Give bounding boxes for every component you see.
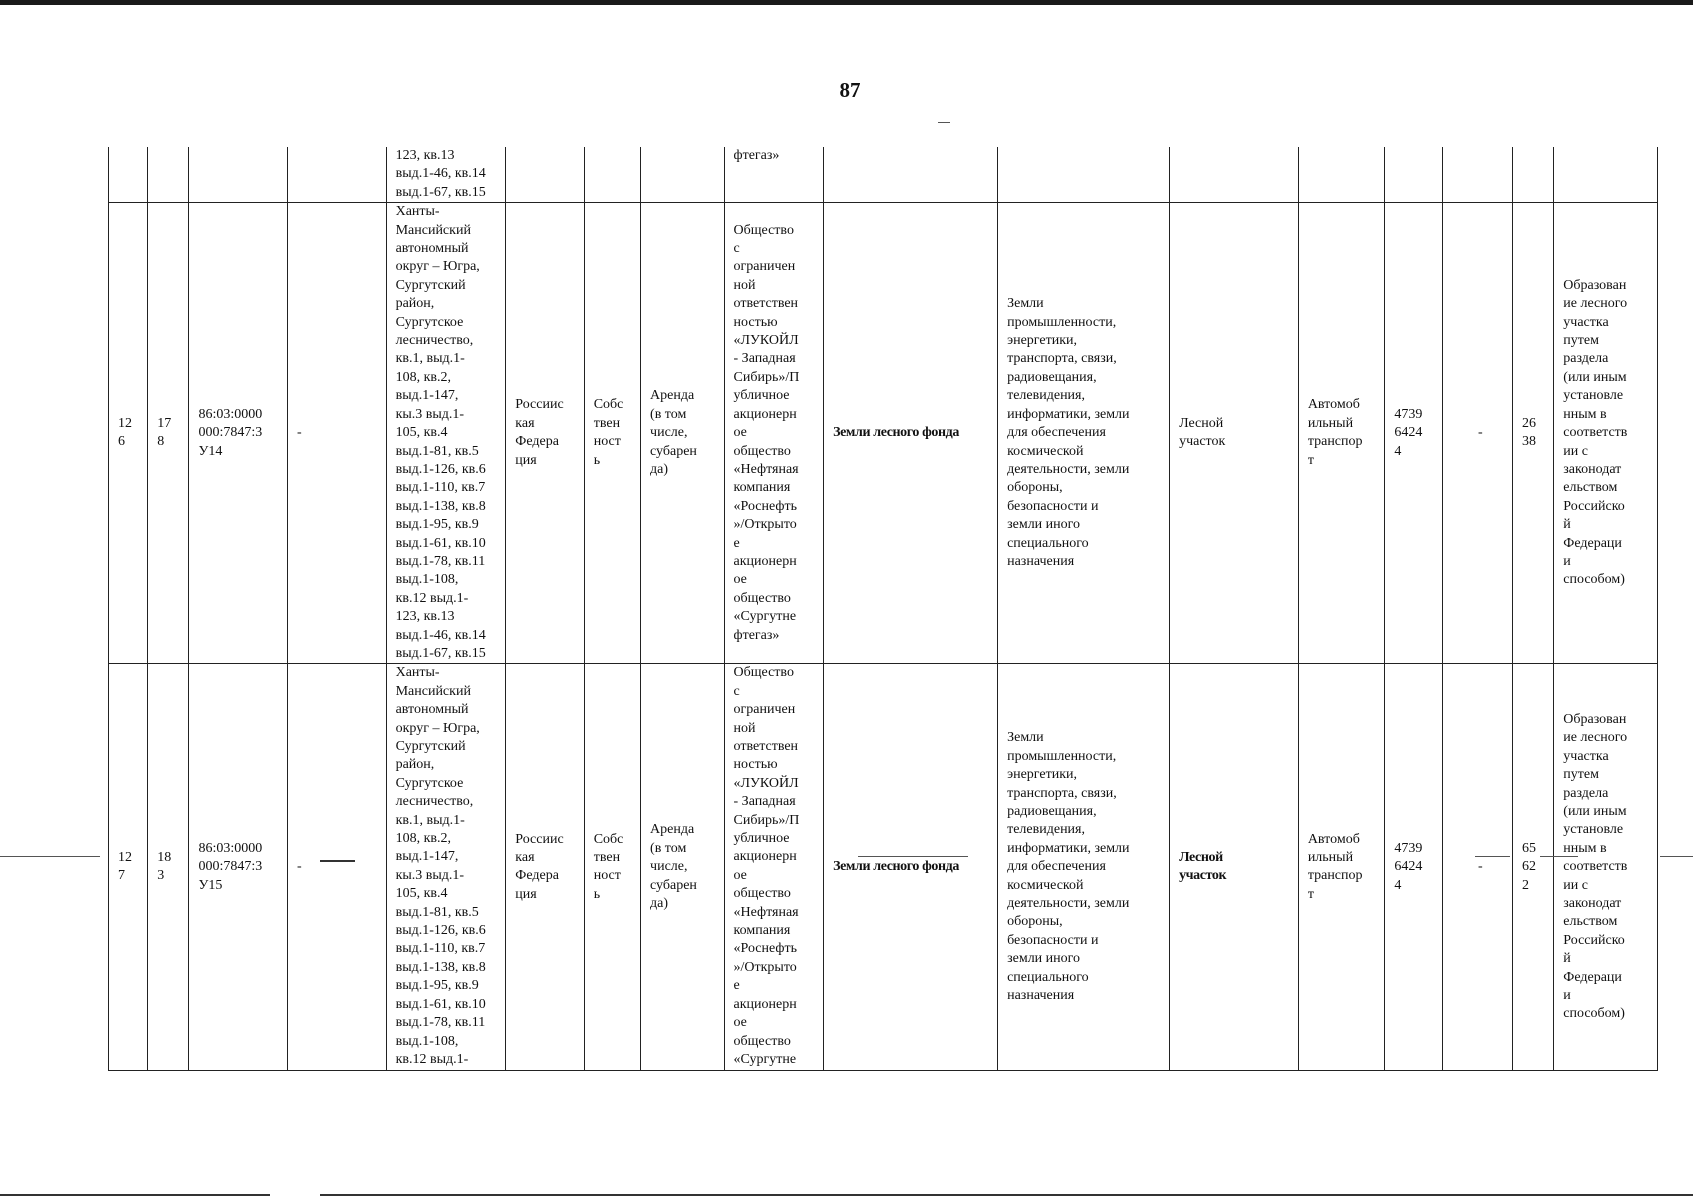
scan-mark bbox=[858, 856, 968, 857]
permitted-use-cell: Земли промышленности, энергетики, транспорта, связи, радиовещания, телевидения, информатики, земли для обеспечения космической деятельности, земли обороны, безопасности и земли иного специального назначения bbox=[998, 664, 1170, 1071]
table-cell bbox=[1385, 147, 1442, 203]
row-number-cell: 12 7 bbox=[109, 664, 148, 1071]
code-cell: 4739 6424 4 bbox=[1385, 664, 1442, 1071]
table-row-continuation bbox=[109, 147, 1658, 203]
table-cell bbox=[109, 147, 148, 203]
record-number-cell: 18 3 bbox=[148, 664, 189, 1071]
table-cell bbox=[506, 147, 584, 203]
area-cell: 26 38 bbox=[1513, 203, 1554, 664]
land-type-cell: Лесной участок bbox=[1170, 664, 1299, 1071]
table-cell bbox=[998, 147, 1170, 203]
table-cell bbox=[148, 147, 189, 203]
right-type-cell: Собс твен ност ь bbox=[584, 664, 640, 1071]
basis-cell: Образован ие лесного участка путем раздела (или иным установле нным в соответств ии с законодат ельством Российско й Федераци и способом) bbox=[1554, 203, 1658, 664]
basis-cell: Образован ие лесного участка путем раздела (или иным установле нным в соответств ии с законодат ельством Российско й Федераци и способом) bbox=[1554, 664, 1658, 1071]
owner-cell: Россиис кая Федера ция bbox=[506, 203, 584, 664]
row-number-cell: 12 6 bbox=[109, 203, 148, 664]
scan-mark bbox=[320, 860, 355, 862]
note-cell: - bbox=[288, 203, 387, 664]
scan-mark bbox=[1540, 856, 1578, 857]
code-cell: 4739 6424 4 bbox=[1385, 203, 1442, 664]
purpose-cell: Автомоб ильный транспор т bbox=[1298, 664, 1385, 1071]
encumbrance-cell: Аренда (в том числе, субарен да) bbox=[641, 203, 724, 664]
renter-cell: Общество с ограничен ной ответствен ностью «ЛУКОЙЛ - Западная Сибирь»/П убличное акционерн ое общество «Нефтяная компания «Роснефть »/Открыто е акционерн ое общество «Сургутне фтегаз» bbox=[724, 203, 824, 664]
cadastral-number-cell: 86:03:0000 000:7847:3 У15 bbox=[189, 664, 288, 1071]
encumbrance-cell: Аренда (в том числе, субарен да) bbox=[641, 664, 724, 1071]
land-registry-table bbox=[108, 147, 1658, 1071]
table-row bbox=[109, 664, 1658, 1071]
renter-cell: фтегаз» bbox=[724, 147, 824, 203]
extra-cell: - bbox=[1442, 664, 1512, 1071]
land-category-cell: Земли лесного фонда bbox=[824, 664, 998, 1071]
permitted-use-cell: Земли промышленности, энергетики, транспорта, связи, радиовещания, телевидения, информатики, земли для обеспечения космической деятельности, земли обороны, безопасности и земли иного специального назначения bbox=[998, 203, 1170, 664]
right-type-cell: Собс твен ност ь bbox=[584, 203, 640, 664]
location-cell: 123, кв.13 выд.1-46, кв.14 выд.1-67, кв.15 bbox=[386, 147, 506, 203]
top-edge-rule bbox=[0, 0, 1693, 5]
scan-mark bbox=[320, 1194, 1693, 1196]
table-cell bbox=[1513, 147, 1554, 203]
renter-cell: Общество с ограничен ной ответствен ностью «ЛУКОЙЛ - Западная Сибирь»/П убличное акционерн ое общество «Нефтяная компания «Роснефть »/Открыто е акционерн ое общество «Сургутне bbox=[724, 664, 824, 1071]
table-cell bbox=[189, 147, 288, 203]
table-cell bbox=[1170, 147, 1299, 203]
land-category-cell: Земли лесного фонда bbox=[824, 203, 998, 664]
owner-cell: Россиис кая Федера ция bbox=[506, 664, 584, 1071]
location-cell: Ханты- Мансийский автономный округ – Югра, Сургутский район, Сургутское лесничество, кв.1, выд.1- 108, кв.2, выд.1-147, кы.3 выд.1- 105, кв.4 выд.1-81, кв.5 выд.1-126, кв.6 выд.1-110, кв.7 выд.1-138, кв.8 выд.1-95, кв.9 выд.1-61, кв.10 выд.1-78, кв.11 выд.1-108, кв.12 выд.1- 123, кв.13 выд.1-46, кв.14 выд.1-67, кв.15 bbox=[386, 203, 506, 664]
scan-mark bbox=[1660, 856, 1693, 857]
scan-mark bbox=[1475, 856, 1510, 857]
scan-mark bbox=[0, 1194, 270, 1196]
page-number: 87 bbox=[839, 78, 861, 102]
table-cell bbox=[1554, 147, 1658, 203]
table-cell bbox=[1298, 147, 1385, 203]
purpose-cell: Автомоб ильный транспор т bbox=[1298, 203, 1385, 664]
table-cell bbox=[584, 147, 640, 203]
table-cell bbox=[641, 147, 724, 203]
extra-cell: - bbox=[1442, 203, 1512, 664]
location-cell: Ханты- Мансийский автономный округ – Югра, Сургутский район, Сургутское лесничество, кв.1, выд.1- 108, кв.2, выд.1-147, кы.3 выд.1- 105, кв.4 выд.1-81, кв.5 выд.1-126, кв.6 выд.1-110, кв.7 выд.1-138, кв.8 выд.1-95, кв.9 выд.1-61, кв.10 выд.1-78, кв.11 выд.1-108, кв.12 выд.1- bbox=[386, 664, 506, 1071]
area-cell: 65 62 2 bbox=[1513, 664, 1554, 1071]
record-number-cell: 17 8 bbox=[148, 203, 189, 664]
scan-mark bbox=[938, 122, 950, 123]
table-row bbox=[109, 203, 1658, 664]
table-cell bbox=[288, 147, 387, 203]
table-cell bbox=[1442, 147, 1512, 203]
scan-mark bbox=[0, 856, 100, 857]
note-cell: - bbox=[288, 664, 387, 1071]
cadastral-number-cell: 86:03:0000 000:7847:3 У14 bbox=[189, 203, 288, 664]
table-cell bbox=[824, 147, 998, 203]
land-type-cell: Лесной участок bbox=[1170, 203, 1299, 664]
